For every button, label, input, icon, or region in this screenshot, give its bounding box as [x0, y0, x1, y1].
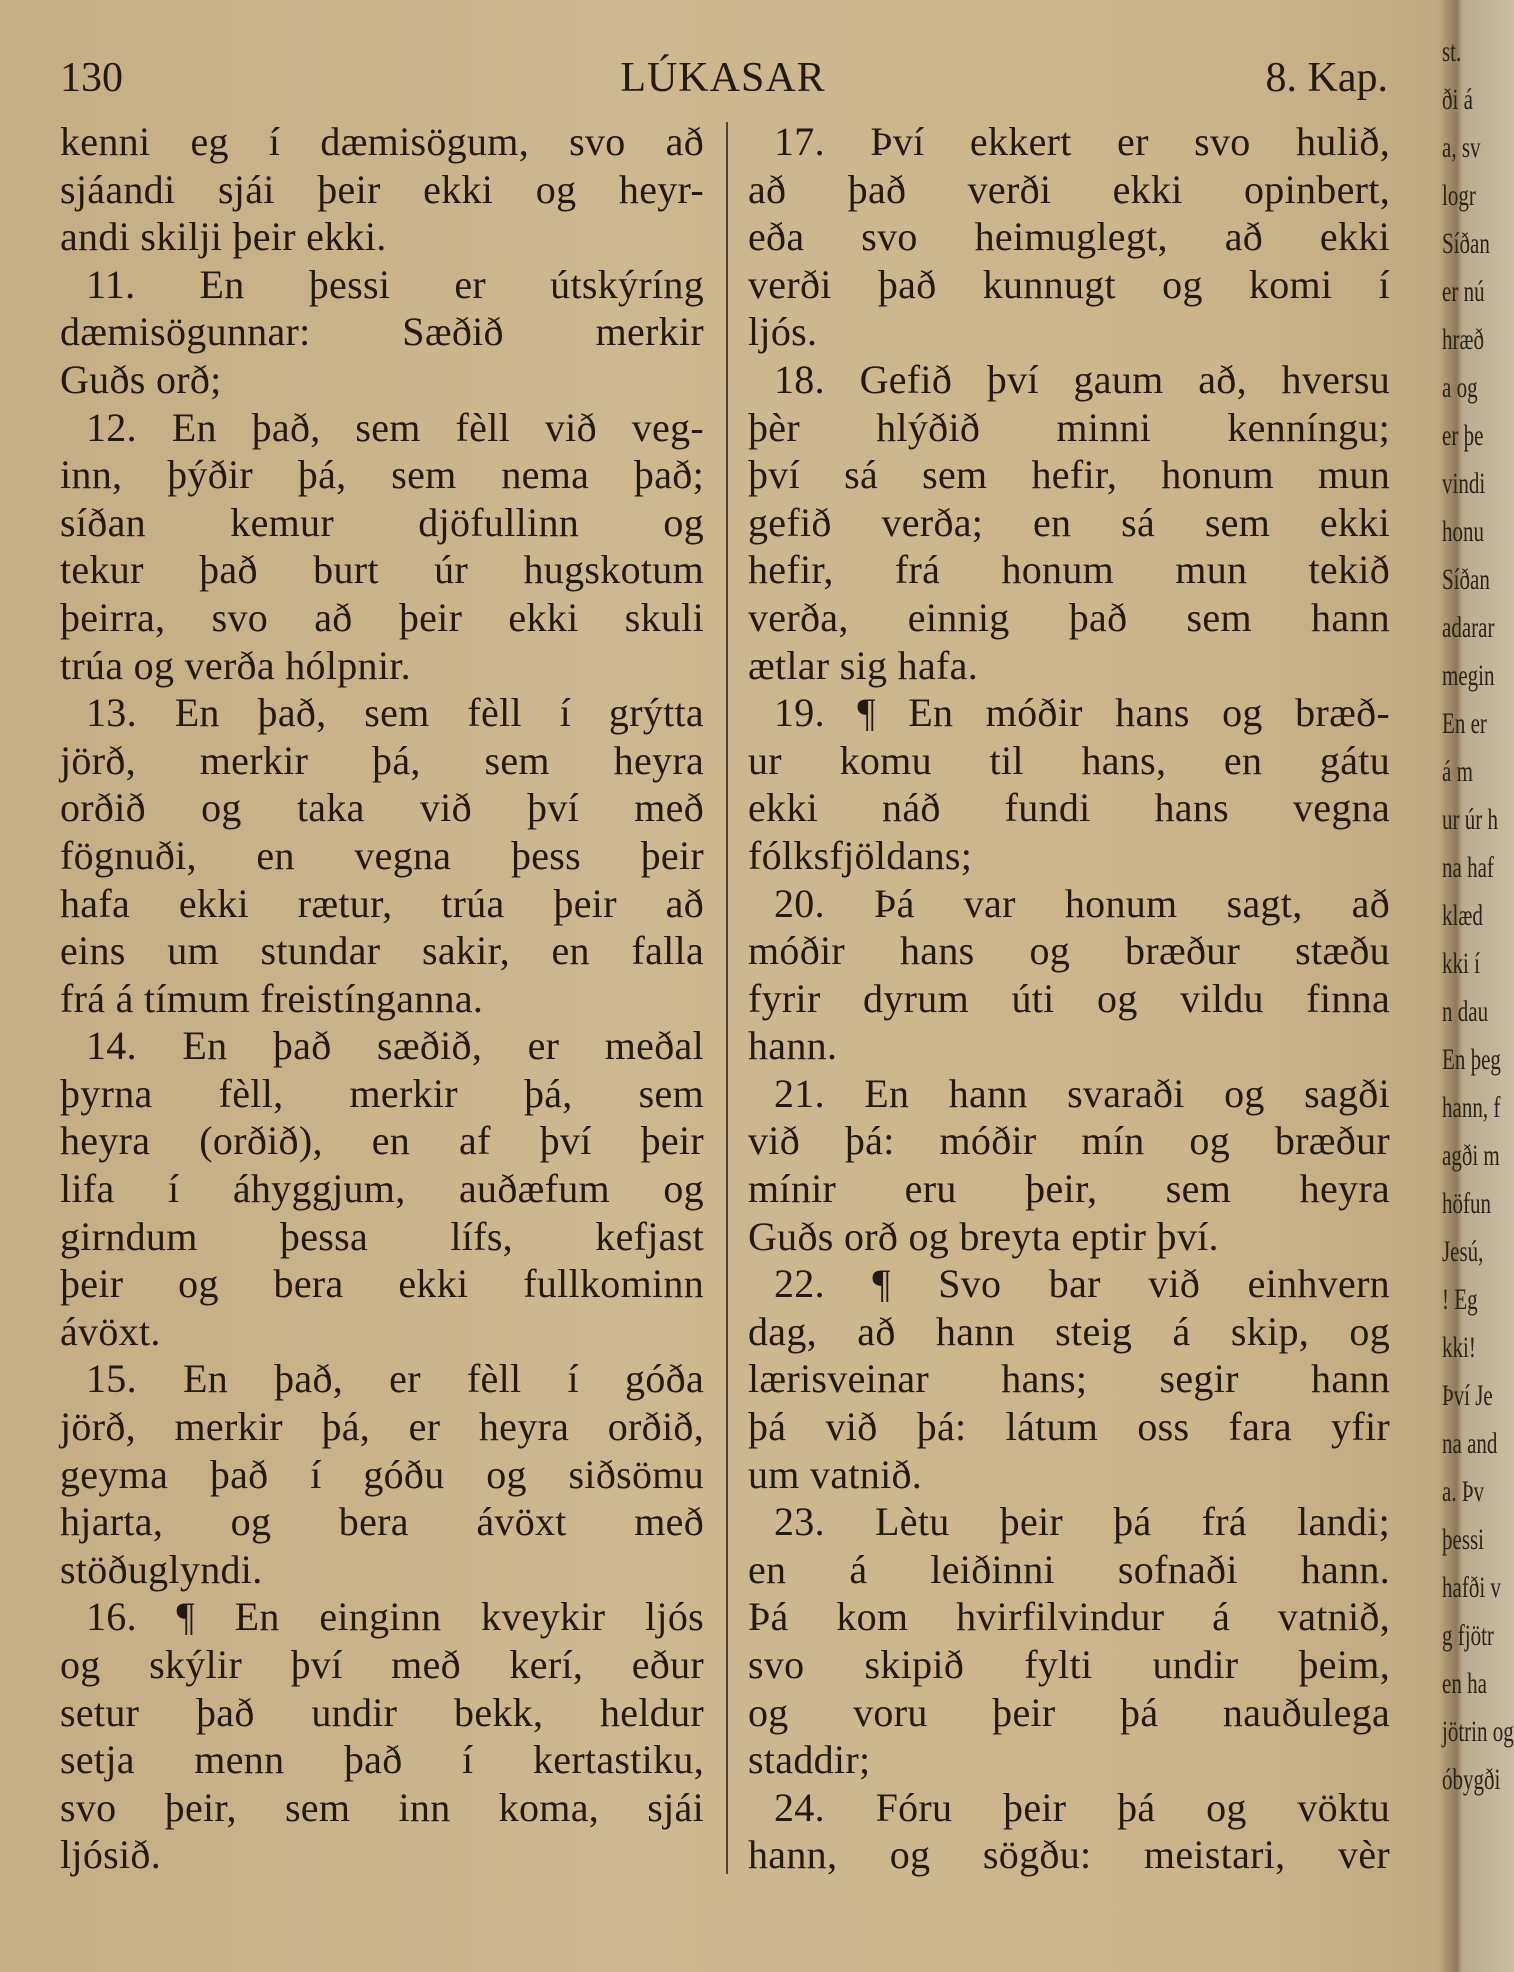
- text-line: 14. En það sæðið, er meðal: [86, 1023, 704, 1069]
- text-line: Guðs orð;: [60, 356, 222, 402]
- text-line: hefir, frá honum mun tekið: [748, 547, 1390, 593]
- next-page-edge: [1442, 28, 1514, 1804]
- text-line: 19. ¶ En móðir hans og bræð-: [774, 690, 1390, 736]
- text-line: móðir hans og bræður stæðu: [748, 928, 1390, 974]
- text-line: setur það undir bekk, heldur: [60, 1689, 704, 1735]
- text-line: 12. En það, sem fèll við veg-: [86, 404, 704, 450]
- text-line: fögnuði, en vegna þess þeir: [60, 832, 704, 878]
- text-line: og skýlir því með kerí, eður: [60, 1642, 704, 1687]
- chapter-label: 8. Kap.: [1265, 55, 1388, 101]
- column-divider: [726, 122, 728, 1874]
- edge-text-fragment: höfun: [1442, 1187, 1491, 1220]
- text-line: girndum þessa lífs, kefjast: [60, 1213, 704, 1259]
- text-line: 13. En það, sem fèll í grýtta: [86, 690, 704, 736]
- edge-text-fragment: agði m: [1442, 1139, 1500, 1172]
- edge-text-fragment: a. Þv: [1442, 1475, 1484, 1508]
- edge-text-fragment: En þeg: [1442, 1043, 1501, 1076]
- text-line: sjáandi sjái þeir ekki og heyr-: [60, 166, 704, 212]
- text-line: tekur það burt úr hugskotum: [60, 547, 704, 593]
- edge-text-fragment: hafði v: [1442, 1571, 1501, 1604]
- text-line: síðan kemur djöfullinn og: [60, 499, 704, 545]
- text-line: jörð, merkir þá, sem heyra: [60, 737, 704, 783]
- edge-text-fragment: kki í: [1442, 947, 1480, 980]
- edge-text-fragment: st.: [1442, 35, 1462, 68]
- text-line: ávöxt.: [60, 1308, 161, 1354]
- edge-text-fragment: n dau: [1442, 995, 1489, 1028]
- text-line: mínir eru þeir, sem heyra: [748, 1166, 1390, 1212]
- text-line: ekki náð fundi hans vegna: [748, 785, 1390, 831]
- text-line: 21. En hann svaraði og sagði: [774, 1070, 1390, 1116]
- text-line: ætlar sig hafa.: [748, 642, 978, 688]
- edge-text-fragment: hann, f: [1442, 1091, 1501, 1124]
- edge-text-fragment: en ha: [1442, 1667, 1487, 1700]
- text-line: þèr hlýðið minni kenníngu;: [748, 404, 1390, 450]
- text-line: 17. Því ekkert er svo hulið,: [774, 119, 1390, 164]
- edge-text-fragment: g fjötr: [1442, 1619, 1494, 1652]
- text-line: verða, einnig það sem hann: [748, 594, 1390, 640]
- text-line: og voru þeir þá nauðulega: [748, 1689, 1390, 1735]
- text-line: hjarta, og bera ávöxt með: [60, 1499, 704, 1545]
- text-line: hafa ekki rætur, trúa þeir að: [60, 880, 704, 926]
- text-line: orðið og taka við því með: [60, 785, 704, 831]
- text-line: 23. Lètu þeir þá frá landi;: [774, 1499, 1390, 1545]
- text-line: svo þeir, sem inn koma, sjái: [60, 1784, 704, 1830]
- text-line: ur komu til hans, en gátu: [748, 737, 1390, 783]
- text-line: ljós.: [748, 309, 818, 355]
- text-line: við þá: móðir mín og bræður: [748, 1118, 1390, 1164]
- text-line: því sá sem hefir, honum mun: [748, 452, 1390, 498]
- text-line: dæmisögunnar: Sæðið merkir: [60, 309, 704, 355]
- text-line: þyrna fèll, merkir þá, sem: [60, 1070, 704, 1116]
- text-line: þeirra, svo að þeir ekki skuli: [60, 594, 704, 640]
- edge-text-fragment: Síðan: [1442, 563, 1490, 596]
- text-line: 11. En þessi er útskýríng: [86, 261, 704, 307]
- text-line: lifa í áhyggjum, auðæfum og: [60, 1166, 704, 1212]
- edge-text-fragment: jötrin og: [1442, 1715, 1514, 1748]
- text-line: verði það kunnugt og komi í: [748, 261, 1390, 307]
- edge-text-fragment: ði á: [1442, 83, 1473, 116]
- text-line: setja menn það í kertastiku,: [60, 1737, 704, 1783]
- edge-text-fragment: ! Eg: [1442, 1283, 1478, 1316]
- text-line: inn, þýðir þá, sem nema það;: [60, 452, 704, 498]
- text-line: trúa og verða hólpnir.: [60, 642, 411, 688]
- text-line: andi skilji þeir ekki.: [60, 214, 387, 260]
- edge-text-fragment: þessi: [1442, 1523, 1484, 1556]
- edge-text-fragment: En er: [1442, 707, 1487, 740]
- right-text-column: [748, 118, 1390, 1879]
- text-line: lærisveinar hans; segir hann: [748, 1356, 1390, 1402]
- edge-text-fragment: na haf: [1442, 851, 1494, 884]
- text-line: frá á tímum freistínganna.: [60, 975, 484, 1021]
- text-line: Guðs orð og breyta eptir því.: [748, 1213, 1219, 1259]
- text-line: 24. Fóru þeir þá og vöktu: [774, 1784, 1390, 1830]
- page-number: 130: [60, 55, 123, 101]
- text-line: fyrir dyrum úti og vildu finna: [748, 975, 1390, 1021]
- text-line: 22. ¶ Svo bar við einhvern: [774, 1261, 1390, 1307]
- edge-text-fragment: klæd: [1442, 899, 1483, 932]
- text-line: fólksfjöldans;: [748, 832, 973, 878]
- text-line: 15. En það, er fèll í góða: [86, 1356, 704, 1402]
- text-line: dag, að hann steig á skip, og: [748, 1308, 1390, 1354]
- text-line: hann, og sögðu: meistari, vèr: [748, 1832, 1390, 1878]
- edge-text-fragment: er nú: [1442, 275, 1485, 308]
- text-line: 18. Gefið því gaum að, hversu: [774, 356, 1390, 402]
- edge-text-fragment: á m: [1442, 755, 1473, 788]
- text-line: um vatnið.: [748, 1451, 923, 1497]
- text-line: þá við þá: látum oss fara yfir: [748, 1404, 1390, 1450]
- running-title: LÚKASAR: [620, 55, 826, 101]
- edge-text-fragment: logr: [1442, 179, 1476, 212]
- edge-text-fragment: a og: [1442, 371, 1478, 404]
- text-line: stöðuglyndi.: [60, 1546, 263, 1592]
- text-line: 16. ¶ En einginn kveykir ljós: [86, 1594, 704, 1640]
- edge-text-fragment: hræð: [1442, 323, 1484, 356]
- text-line: gefið verða; en sá sem ekki: [748, 499, 1390, 545]
- edge-text-fragment: Því Je: [1442, 1379, 1493, 1412]
- text-line: ljósið.: [60, 1832, 162, 1878]
- text-line: svo skipið fylti undir þeim,: [748, 1642, 1390, 1687]
- edge-text-fragment: kki!: [1442, 1331, 1476, 1364]
- text-line: en á leiðinni sofnaði hann.: [748, 1546, 1390, 1592]
- edge-text-fragment: megin: [1442, 659, 1495, 692]
- edge-text-fragment: Síðan: [1442, 227, 1490, 260]
- text-line: heyra (orðið), en af því þeir: [60, 1118, 704, 1164]
- text-line: staddir;: [748, 1737, 871, 1783]
- text-line: Þá kom hvirfilvindur á vatnið,: [748, 1594, 1390, 1640]
- text-line: að það verði ekki opinbert,: [748, 166, 1390, 212]
- edge-text-fragment: honu: [1442, 515, 1484, 548]
- edge-text-fragment: Jesú,: [1442, 1235, 1484, 1268]
- text-line: kenni eg í dæmisögum, svo að: [60, 119, 704, 164]
- text-line: eins um stundar sakir, en falla: [60, 928, 704, 974]
- edge-text-fragment: adarar: [1442, 611, 1495, 644]
- text-line: jörð, merkir þá, er heyra orðið,: [60, 1404, 704, 1450]
- edge-text-fragment: óbygði: [1442, 1763, 1501, 1796]
- edge-text-fragment: na and: [1442, 1427, 1498, 1460]
- text-line: þeir og bera ekki fullkominn: [60, 1261, 704, 1307]
- left-text-column: [60, 118, 704, 1879]
- text-line: eða svo heimuglegt, að ekki: [748, 214, 1390, 260]
- text-line: 20. Þá var honum sagt, að: [774, 880, 1390, 926]
- text-line: hann.: [748, 1023, 838, 1069]
- edge-text-fragment: vindi: [1442, 467, 1486, 500]
- edge-text-fragment: a, sv: [1442, 131, 1481, 164]
- edge-text-fragment: ur úr h: [1442, 803, 1498, 836]
- text-line: geyma það í góðu og siðsömu: [60, 1451, 704, 1497]
- edge-text-fragment: er þe: [1442, 419, 1484, 452]
